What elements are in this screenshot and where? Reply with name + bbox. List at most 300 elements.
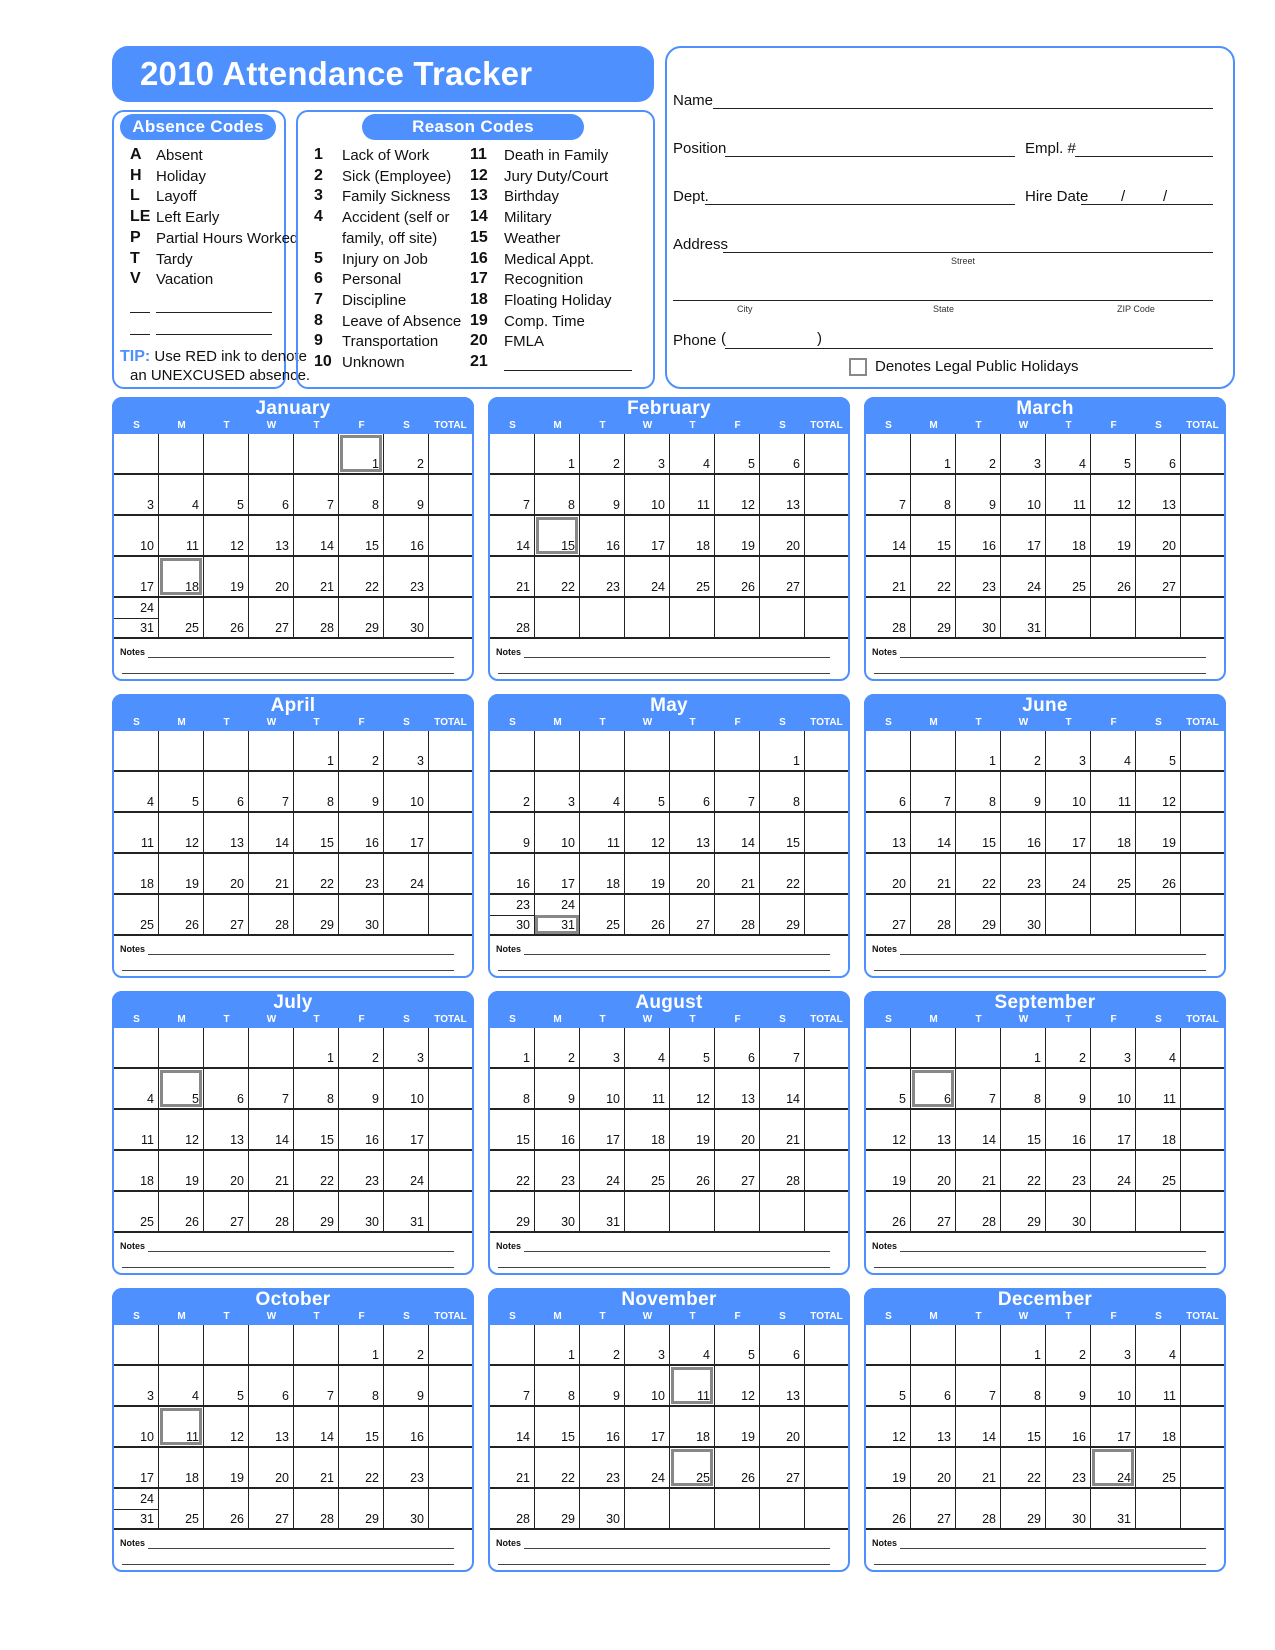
day-cell[interactable] <box>384 772 429 813</box>
day-cell[interactable] <box>384 557 429 598</box>
week-total-cell[interactable] <box>805 772 848 813</box>
day-cell[interactable] <box>1046 598 1091 639</box>
week-total-cell[interactable] <box>429 557 472 598</box>
notes-line[interactable] <box>900 1548 1206 1549</box>
day-cell[interactable] <box>339 895 384 936</box>
day-cell[interactable] <box>1001 598 1046 639</box>
day-cell[interactable] <box>911 1325 956 1366</box>
day-cell[interactable] <box>384 1192 429 1233</box>
notes-line[interactable] <box>900 1251 1206 1252</box>
day-cell[interactable] <box>670 1489 715 1530</box>
day-cell[interactable] <box>159 1489 204 1530</box>
day-cell[interactable] <box>249 557 294 598</box>
day-cell[interactable] <box>249 1448 294 1489</box>
day-cell[interactable] <box>535 475 580 516</box>
day-cell[interactable] <box>339 1489 384 1530</box>
day-cell[interactable] <box>339 598 384 639</box>
day-cell[interactable] <box>760 772 805 813</box>
day-cell[interactable] <box>760 1448 805 1489</box>
day-cell[interactable] <box>760 475 805 516</box>
day-cell[interactable] <box>204 1489 249 1530</box>
day-cell[interactable] <box>911 813 956 854</box>
week-total-cell[interactable] <box>1181 598 1224 639</box>
day-cell[interactable] <box>1046 772 1091 813</box>
day-cell[interactable] <box>715 557 760 598</box>
day-cell[interactable] <box>114 1325 159 1366</box>
day-cell[interactable] <box>956 1448 1001 1489</box>
notes-line[interactable] <box>498 1267 830 1268</box>
day-cell[interactable] <box>1001 1407 1046 1448</box>
week-total-cell[interactable] <box>429 895 472 936</box>
address-city-field[interactable] <box>673 300 1213 301</box>
day-cell[interactable] <box>535 731 580 772</box>
day-cell[interactable] <box>535 854 580 895</box>
day-cell[interactable] <box>580 516 625 557</box>
day-cell[interactable] <box>535 1325 580 1366</box>
day-cell[interactable] <box>490 1028 535 1069</box>
day-cell[interactable] <box>384 434 429 475</box>
day-cell[interactable] <box>1136 1151 1181 1192</box>
day-cell[interactable] <box>249 813 294 854</box>
day-cell[interactable] <box>715 1366 760 1407</box>
day-cell[interactable] <box>580 1407 625 1448</box>
notes-line[interactable] <box>148 1548 454 1549</box>
day-cell[interactable] <box>384 598 429 639</box>
day-cell[interactable] <box>204 1366 249 1407</box>
day-cell[interactable] <box>294 772 339 813</box>
day-cell[interactable] <box>956 598 1001 639</box>
day-cell[interactable] <box>670 1028 715 1069</box>
week-total-cell[interactable] <box>429 1325 472 1366</box>
day-cell[interactable] <box>715 1407 760 1448</box>
day-cell[interactable] <box>715 1448 760 1489</box>
day-cell[interactable] <box>159 813 204 854</box>
day-cell[interactable] <box>715 731 760 772</box>
day-cell[interactable] <box>384 1366 429 1407</box>
day-cell[interactable] <box>339 434 384 475</box>
day-cell[interactable] <box>294 1407 339 1448</box>
day-cell[interactable] <box>1001 1151 1046 1192</box>
day-cell[interactable] <box>670 475 715 516</box>
day-cell[interactable] <box>625 813 670 854</box>
day-cell[interactable] <box>294 813 339 854</box>
day-cell[interactable] <box>1046 813 1091 854</box>
day-cell[interactable] <box>535 598 580 639</box>
day-cell[interactable] <box>339 772 384 813</box>
week-total-cell[interactable] <box>1181 1489 1224 1530</box>
day-cell[interactable] <box>114 813 159 854</box>
day-cell[interactable] <box>760 1069 805 1110</box>
day-cell[interactable] <box>1091 1069 1136 1110</box>
day-cell[interactable] <box>294 1325 339 1366</box>
day-cell[interactable] <box>114 1407 159 1448</box>
day-cell[interactable] <box>625 1110 670 1151</box>
day-cell[interactable] <box>384 813 429 854</box>
day-cell[interactable] <box>670 1325 715 1366</box>
week-total-cell[interactable] <box>805 434 848 475</box>
day-cell[interactable] <box>580 895 625 936</box>
day-cell[interactable] <box>866 854 911 895</box>
day-cell[interactable] <box>911 1407 956 1448</box>
day-cell[interactable] <box>249 434 294 475</box>
day-cell[interactable] <box>535 1028 580 1069</box>
notes-line[interactable] <box>524 954 830 955</box>
day-cell[interactable] <box>339 731 384 772</box>
day-cell[interactable] <box>670 598 715 639</box>
day-cell[interactable] <box>114 1069 159 1110</box>
week-total-cell[interactable] <box>429 1366 472 1407</box>
notes-line[interactable] <box>524 1251 830 1252</box>
day-cell[interactable] <box>204 1325 249 1366</box>
day-cell[interactable] <box>1046 516 1091 557</box>
day-cell[interactable] <box>114 1448 159 1489</box>
week-total-cell[interactable] <box>805 475 848 516</box>
notes-line[interactable] <box>874 970 1206 971</box>
notes-line[interactable] <box>148 954 454 955</box>
day-cell[interactable] <box>715 1110 760 1151</box>
day-cell[interactable] <box>114 1366 159 1407</box>
position-field[interactable] <box>725 156 1015 157</box>
day-cell[interactable] <box>670 1192 715 1233</box>
empl-no-field[interactable] <box>1075 156 1213 157</box>
day-cell[interactable] <box>911 598 956 639</box>
day-cell[interactable] <box>1091 1407 1136 1448</box>
day-cell[interactable] <box>670 516 715 557</box>
day-cell[interactable] <box>249 1489 294 1530</box>
day-cell[interactable] <box>956 475 1001 516</box>
week-total-cell[interactable] <box>429 1028 472 1069</box>
hire-date-field[interactable] <box>1081 204 1213 205</box>
day-cell[interactable] <box>1136 1366 1181 1407</box>
week-total-cell[interactable] <box>1181 1028 1224 1069</box>
day-cell[interactable] <box>1136 516 1181 557</box>
week-total-cell[interactable] <box>429 598 472 639</box>
day-cell[interactable] <box>114 475 159 516</box>
day-cell[interactable] <box>535 813 580 854</box>
day-cell[interactable] <box>670 854 715 895</box>
day-cell[interactable] <box>159 854 204 895</box>
week-total-cell[interactable] <box>1181 516 1224 557</box>
week-total-cell[interactable] <box>805 731 848 772</box>
day-cell[interactable] <box>866 516 911 557</box>
week-total-cell[interactable] <box>805 895 848 936</box>
day-cell[interactable] <box>1001 1325 1046 1366</box>
day-cell[interactable] <box>1001 557 1046 598</box>
day-cell[interactable] <box>760 1028 805 1069</box>
day-cell[interactable] <box>625 1325 670 1366</box>
day-cell[interactable] <box>866 1110 911 1151</box>
day-cell[interactable] <box>670 731 715 772</box>
week-total-cell[interactable] <box>429 1151 472 1192</box>
day-cell[interactable] <box>715 1325 760 1366</box>
week-total-cell[interactable] <box>1181 731 1224 772</box>
day-cell[interactable] <box>670 557 715 598</box>
day-cell[interactable] <box>1136 731 1181 772</box>
day-cell[interactable] <box>580 1489 625 1530</box>
day-cell[interactable] <box>535 557 580 598</box>
week-total-cell[interactable] <box>805 1192 848 1233</box>
day-cell[interactable] <box>204 598 249 639</box>
notes-line[interactable] <box>498 1564 830 1565</box>
day-cell[interactable] <box>625 557 670 598</box>
day-cell[interactable] <box>535 1407 580 1448</box>
day-cell[interactable] <box>114 1192 159 1233</box>
day-cell[interactable] <box>956 1151 1001 1192</box>
day-cell[interactable] <box>670 1366 715 1407</box>
week-total-cell[interactable] <box>1181 854 1224 895</box>
day-cell[interactable] <box>339 854 384 895</box>
day-cell[interactable] <box>956 1192 1001 1233</box>
day-cell[interactable] <box>625 1407 670 1448</box>
day-cell[interactable] <box>1091 813 1136 854</box>
week-total-cell[interactable] <box>1181 772 1224 813</box>
day-cell[interactable] <box>715 434 760 475</box>
phone-field[interactable] <box>725 348 1213 349</box>
day-cell[interactable] <box>1001 516 1046 557</box>
day-cell[interactable] <box>625 854 670 895</box>
day-cell[interactable] <box>114 895 159 936</box>
day-cell[interactable] <box>159 731 204 772</box>
day-cell[interactable] <box>625 895 670 936</box>
day-cell[interactable] <box>1046 1325 1091 1366</box>
day-cell[interactable] <box>159 434 204 475</box>
week-total-cell[interactable] <box>805 1407 848 1448</box>
day-cell[interactable] <box>204 434 249 475</box>
day-cell[interactable] <box>670 813 715 854</box>
day-cell[interactable] <box>580 854 625 895</box>
day-cell[interactable] <box>1046 1069 1091 1110</box>
day-cell[interactable] <box>204 854 249 895</box>
day-cell[interactable] <box>535 772 580 813</box>
day-cell[interactable] <box>114 434 159 475</box>
week-total-cell[interactable] <box>1181 1110 1224 1151</box>
day-cell[interactable] <box>114 557 159 598</box>
day-cell[interactable] <box>384 1028 429 1069</box>
week-total-cell[interactable] <box>805 1069 848 1110</box>
day-cell[interactable] <box>911 557 956 598</box>
day-cell[interactable] <box>625 1069 670 1110</box>
day-cell[interactable] <box>384 1110 429 1151</box>
day-cell[interactable] <box>384 895 429 936</box>
day-cell[interactable] <box>294 434 339 475</box>
day-cell[interactable] <box>490 1069 535 1110</box>
week-total-cell[interactable] <box>1181 434 1224 475</box>
day-cell[interactable] <box>866 895 911 936</box>
day-cell[interactable] <box>294 1069 339 1110</box>
day-cell[interactable] <box>866 813 911 854</box>
day-cell[interactable] <box>339 1110 384 1151</box>
notes-line[interactable] <box>874 673 1206 674</box>
day-cell[interactable] <box>384 516 429 557</box>
day-cell[interactable] <box>249 1069 294 1110</box>
day-cell[interactable] <box>1046 854 1091 895</box>
day-cell[interactable] <box>1091 598 1136 639</box>
day-cell[interactable] <box>204 1448 249 1489</box>
notes-line[interactable] <box>148 1251 454 1252</box>
day-cell[interactable] <box>249 1110 294 1151</box>
week-total-cell[interactable] <box>805 557 848 598</box>
day-cell[interactable] <box>339 1028 384 1069</box>
day-cell[interactable] <box>1001 772 1046 813</box>
day-cell[interactable] <box>490 1448 535 1489</box>
day-cell[interactable] <box>339 1448 384 1489</box>
day-cell[interactable] <box>760 1325 805 1366</box>
day-cell[interactable] <box>956 813 1001 854</box>
day-cell[interactable] <box>911 1151 956 1192</box>
day-cell[interactable] <box>1136 1448 1181 1489</box>
day-cell[interactable] <box>866 1489 911 1530</box>
notes-line[interactable] <box>122 673 454 674</box>
day-cell[interactable] <box>760 598 805 639</box>
day-cell[interactable] <box>249 731 294 772</box>
day-cell[interactable] <box>670 1151 715 1192</box>
day-cell[interactable] <box>294 557 339 598</box>
day-cell[interactable] <box>670 1110 715 1151</box>
day-cell[interactable] <box>866 1069 911 1110</box>
day-cell[interactable] <box>339 557 384 598</box>
day-cell[interactable] <box>204 475 249 516</box>
day-cell[interactable] <box>384 1151 429 1192</box>
day-cell[interactable] <box>204 557 249 598</box>
day-cell[interactable] <box>625 475 670 516</box>
day-cell[interactable] <box>535 434 580 475</box>
day-cell[interactable] <box>580 813 625 854</box>
day-cell[interactable] <box>1091 854 1136 895</box>
day-cell[interactable] <box>1001 1489 1046 1530</box>
day-cell[interactable] <box>1091 731 1136 772</box>
day-cell[interactable] <box>490 813 535 854</box>
day-cell[interactable] <box>204 772 249 813</box>
day-cell[interactable] <box>956 1366 1001 1407</box>
day-cell[interactable] <box>625 772 670 813</box>
week-total-cell[interactable] <box>429 1448 472 1489</box>
day-cell[interactable] <box>715 1069 760 1110</box>
day-cell[interactable] <box>1001 731 1046 772</box>
day-cell[interactable] <box>294 1028 339 1069</box>
day-cell[interactable] <box>535 1192 580 1233</box>
day-cell[interactable] <box>249 1028 294 1069</box>
day-cell[interactable] <box>670 772 715 813</box>
day-cell[interactable] <box>339 1366 384 1407</box>
day-cell[interactable] <box>1001 1366 1046 1407</box>
day-cell[interactable] <box>625 1151 670 1192</box>
day-cell[interactable] <box>1046 475 1091 516</box>
day-cell[interactable] <box>1136 598 1181 639</box>
notes-line[interactable] <box>900 954 1206 955</box>
day-cell[interactable] <box>490 772 535 813</box>
day-cell[interactable] <box>1046 1110 1091 1151</box>
day-cell[interactable] <box>760 895 805 936</box>
day-cell[interactable] <box>339 1151 384 1192</box>
day-cell[interactable] <box>1091 772 1136 813</box>
day-cell[interactable] <box>1046 434 1091 475</box>
week-total-cell[interactable] <box>1181 1192 1224 1233</box>
day-cell[interactable] <box>204 731 249 772</box>
day-cell[interactable] <box>911 1448 956 1489</box>
day-cell[interactable] <box>715 895 760 936</box>
day-cell[interactable] <box>535 1366 580 1407</box>
day-cell[interactable] <box>249 772 294 813</box>
day-cell[interactable] <box>294 1366 339 1407</box>
day-cell[interactable] <box>1046 1028 1091 1069</box>
day-cell[interactable] <box>249 1325 294 1366</box>
day-cell[interactable] <box>384 1325 429 1366</box>
week-total-cell[interactable] <box>429 1192 472 1233</box>
week-total-cell[interactable] <box>805 854 848 895</box>
week-total-cell[interactable] <box>1181 1448 1224 1489</box>
day-cell[interactable] <box>249 475 294 516</box>
day-cell[interactable] <box>159 1448 204 1489</box>
day-cell[interactable] <box>159 516 204 557</box>
day-cell[interactable] <box>625 1448 670 1489</box>
day-cell[interactable] <box>760 434 805 475</box>
week-total-cell[interactable] <box>429 516 472 557</box>
day-cell[interactable] <box>911 731 956 772</box>
day-cell[interactable] <box>249 598 294 639</box>
day-cell[interactable] <box>715 598 760 639</box>
day-cell[interactable] <box>670 1069 715 1110</box>
day-cell[interactable] <box>249 895 294 936</box>
day-cell[interactable] <box>625 516 670 557</box>
day-cell[interactable] <box>1046 1151 1091 1192</box>
day-cell[interactable] <box>911 1028 956 1069</box>
week-total-cell[interactable] <box>429 854 472 895</box>
day-cell[interactable] <box>1046 1489 1091 1530</box>
day-cell[interactable] <box>339 1407 384 1448</box>
day-cell[interactable] <box>249 1151 294 1192</box>
day-cell[interactable] <box>294 598 339 639</box>
day-cell[interactable] <box>204 895 249 936</box>
day-cell[interactable] <box>956 557 1001 598</box>
day-cell[interactable] <box>249 1407 294 1448</box>
notes-line[interactable] <box>524 1548 830 1549</box>
day-cell[interactable] <box>294 1192 339 1233</box>
day-cell[interactable] <box>715 1489 760 1530</box>
day-cell[interactable] <box>1001 1028 1046 1069</box>
notes-line[interactable] <box>498 673 830 674</box>
day-cell[interactable] <box>249 854 294 895</box>
day-cell[interactable] <box>1091 1325 1136 1366</box>
dept-field[interactable] <box>705 204 1015 205</box>
week-total-cell[interactable] <box>429 1110 472 1151</box>
day-cell[interactable] <box>1136 813 1181 854</box>
day-cell[interactable] <box>1091 1489 1136 1530</box>
day-cell[interactable] <box>760 854 805 895</box>
day-cell[interactable] <box>535 1448 580 1489</box>
notes-line[interactable] <box>900 657 1206 658</box>
day-cell[interactable] <box>625 731 670 772</box>
day-cell[interactable] <box>760 1366 805 1407</box>
day-cell[interactable] <box>1136 475 1181 516</box>
day-cell[interactable] <box>535 1110 580 1151</box>
day-cell[interactable] <box>1001 813 1046 854</box>
day-cell[interactable] <box>866 772 911 813</box>
week-total-cell[interactable] <box>1181 557 1224 598</box>
day-cell[interactable] <box>339 475 384 516</box>
address-street-field[interactable] <box>723 252 1213 253</box>
day-cell[interactable] <box>159 1151 204 1192</box>
day-cell[interactable] <box>670 1407 715 1448</box>
day-cell[interactable] <box>670 1448 715 1489</box>
day-cell[interactable] <box>490 1151 535 1192</box>
day-cell[interactable] <box>580 1151 625 1192</box>
day-cell[interactable] <box>159 1192 204 1233</box>
day-cell[interactable] <box>580 1069 625 1110</box>
day-cell[interactable] <box>1001 895 1046 936</box>
day-cell[interactable] <box>580 1192 625 1233</box>
day-cell[interactable] <box>956 854 1001 895</box>
day-cell[interactable] <box>1136 1192 1181 1233</box>
